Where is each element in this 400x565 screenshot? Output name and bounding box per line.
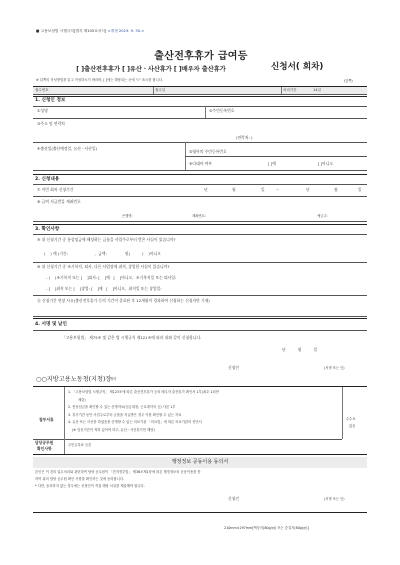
- rule: [33, 234, 367, 235]
- section3-heading: 3. 확인사항: [35, 227, 60, 232]
- period-month-1[interactable]: 월: [232, 187, 236, 192]
- office-name: ○○지방고용노동청(지청)장: [36, 376, 112, 383]
- apply-label: 신청서( 회차): [271, 62, 324, 72]
- period-month-2[interactable]: 월: [334, 187, 338, 192]
- rule: [33, 316, 367, 317]
- staff-check-text: 주민등록표 등본: [68, 443, 92, 447]
- question-9: ⑨ 위 신청기간 중 통상임금에 해당하는 금품을 사업주로부터 받은 사실이 있습니까?: [37, 237, 176, 242]
- attach-label: 첨부서류: [39, 417, 54, 422]
- consent-line-3: * 다만, 동의하지 않는 경우에는 신청인이 직접 해당 서류를 제출해야 합니다.: [35, 484, 145, 488]
- divider: [153, 87, 154, 94]
- rule: [33, 318, 367, 319]
- instruction-note: ※ 뒤쪽의 작성방법을 읽고 작성하시기 바라며, [ ]에는 해당되는 곳에 "√" 표시를 합니다.: [36, 78, 164, 82]
- period-day-2[interactable]: 일: [358, 187, 362, 192]
- holder-field[interactable]: 예금주:: [317, 214, 328, 218]
- rule: [33, 330, 367, 331]
- resident-no-field[interactable]: ②주민등록번호: [209, 108, 235, 113]
- birth-date-field[interactable]: ④출산일(출산예정일, 유산ㆍ사산일): [37, 146, 98, 151]
- consent-line-2: 하여 위의 담당 공무원 확인 사항을 확인하는 것에 동의합니다.: [35, 477, 125, 481]
- rule: [33, 224, 367, 225]
- consent-line-1: 본인은 이 건의 업무처리와 관련하여 담당 공무원이 「전자정부법」 제36조제1항에 따른 행정정보의 공동이용을 통: [35, 470, 201, 474]
- rule: [185, 156, 367, 157]
- fee-label: 수수료: [346, 417, 356, 421]
- rule: [33, 170, 367, 171]
- process-period-label: 처리기간: [283, 88, 297, 92]
- declaration-statement: 「고용보험법」 제75조 및 같은 법 시행규칙 제121조에 따라 위와 같이 신청합니다.: [62, 335, 202, 340]
- process-days: 14일: [313, 88, 321, 92]
- attachment-list: [68, 389, 340, 434]
- rule: [33, 386, 367, 387]
- rule: [33, 439, 342, 440]
- rule: [33, 142, 367, 143]
- consent-applicant-label: 신청인: [228, 496, 240, 501]
- period-year-2[interactable]: 년: [306, 187, 310, 192]
- divider: [281, 87, 282, 94]
- form-title: 출산전후휴가 급여등: [154, 51, 248, 62]
- divider: [64, 387, 65, 439]
- rule: [33, 184, 367, 185]
- rule: [33, 512, 367, 513]
- rule: [33, 295, 367, 296]
- rule: [33, 94, 367, 95]
- rule: [33, 454, 367, 455]
- twin-field: ⑥다태아 여부: [189, 161, 212, 166]
- revision-text: <개정 2019. 9. 30.>: [107, 29, 145, 33]
- name-field[interactable]: ①성명: [37, 108, 48, 113]
- twin-no-checkbox[interactable]: [ ]아니오: [318, 161, 334, 166]
- consent-heading: 행정정보 공동이용 동의서: [171, 459, 229, 465]
- form-ref-text: ■ 고용보험법 시행규칙[별지 제105호서식]: [36, 29, 107, 33]
- attachment-item: 제출): [78, 397, 86, 402]
- question-9-answer[interactable]: ( ) 예 (기간: , 금액: 원) ( )아니오: [44, 251, 161, 256]
- section4-heading: 4. 서명 및 날인: [35, 322, 67, 327]
- rule: [33, 118, 367, 119]
- attachment-item: 2. 통상임금을 확인할 수 있는 증명자료(임금대장, 근로계약서 등) 사본 1부: [68, 405, 176, 409]
- applicant-label: 신청인: [228, 365, 240, 370]
- fee-value: 없음: [349, 424, 356, 428]
- receipt-date-label: 접수일: [155, 88, 166, 92]
- attachment-item: 4. 유산 또는 사산을 하였음을 증명할 수 있는 의료기관 「의료법」에 따른 의료기관의 진단서: [68, 420, 202, 424]
- office-suffix: 귀하: [110, 377, 117, 381]
- side-note: (앞쪽): [344, 79, 353, 83]
- staff-label-2: 확인사항: [37, 446, 52, 451]
- period-label: ⑦ 이번 회차 신청기간: [37, 187, 74, 192]
- question-10-option-a[interactable]: - ( )조기복직 또는 [ ]퇴사: [ ]예 [ ]아니오, 조기복직일 또는 퇴사일:: [46, 275, 177, 280]
- infant-no-field[interactable]: ⑤영아의 주민등록번호: [189, 149, 227, 154]
- divider: [342, 387, 343, 439]
- paper-spec: 210mm×297mm[백상지(80g/㎡) 또는 중질지(80g/㎡)]: [224, 526, 309, 530]
- divider: [205, 106, 206, 118]
- address-field[interactable]: ③주소 및 연락처: [37, 121, 65, 126]
- rule: [33, 174, 367, 175]
- rule: [33, 262, 367, 263]
- sign-note[interactable]: (서명 또는 인): [324, 366, 345, 370]
- period-tilde: ~: [276, 187, 280, 192]
- attachment-item: 1. 「고용보험법 시행규칙」 제123조에 따른 출산전후휴가 등의 배우자 출산휴가 확인서 1부(최초 1회만: [68, 390, 219, 394]
- question-10-option-b[interactable]: - [ ]취직 또는 [ ]창업: [ ]예 [ ]아니오, 취직일 또는 창업일:: [46, 286, 162, 291]
- rule: [33, 96, 367, 97]
- attachment-item: 3. 휴가기간 동안 사업주로부터 금품을 지급받은 경우 이를 확인할 수 있는 자료: [68, 412, 182, 417]
- staff-label-1: 담당공무원: [35, 440, 54, 445]
- question-11: ⑪ 신청기간 연장 사유(출산전후휴가 등의 기간이 종료된 후 12개월이 경과하여 신청하는 신청자만 기재): [37, 298, 210, 303]
- consent-sign-note[interactable]: (서명 또는 인): [324, 497, 345, 501]
- section1-heading: 1. 신청인 정보: [35, 98, 66, 103]
- form-subtitle: [ ]출산전후휴가 [ ]유산ㆍ사산휴가 [ ]배우자 출산휴가: [76, 66, 226, 73]
- account-label: ⑧ 급여 지급받을 계좌번호: [37, 199, 81, 204]
- contact-field[interactable]: (연락처: ): [236, 135, 253, 140]
- section2-heading: 2. 신청내용: [35, 177, 60, 182]
- question-10: ⑩ 위 신청기간 중 조기복직, 퇴사, 다른 사업장에 취직, 창업한 사실이 있습니까?: [37, 264, 170, 269]
- twin-yes-checkbox[interactable]: [ ]예: [268, 161, 276, 166]
- period-year-1[interactable]: 년: [204, 187, 208, 192]
- rule: [33, 221, 367, 222]
- attachment-item: (※ 임신기간이 적혀 있어야 하고, 유산ㆍ사산휴가만 해당): [72, 427, 155, 432]
- bank-field[interactable]: 은행명:: [122, 214, 133, 218]
- rule: [33, 106, 367, 107]
- form-reference: [36, 29, 144, 33]
- divider: [64, 439, 65, 454]
- rule: [33, 196, 367, 197]
- account-no-field[interactable]: 계좌번호:: [192, 214, 206, 218]
- receipt-no-label: 접수번호: [35, 88, 49, 92]
- sign-date[interactable]: 년 월 일: [282, 347, 318, 352]
- period-day-1[interactable]: 일: [261, 187, 265, 192]
